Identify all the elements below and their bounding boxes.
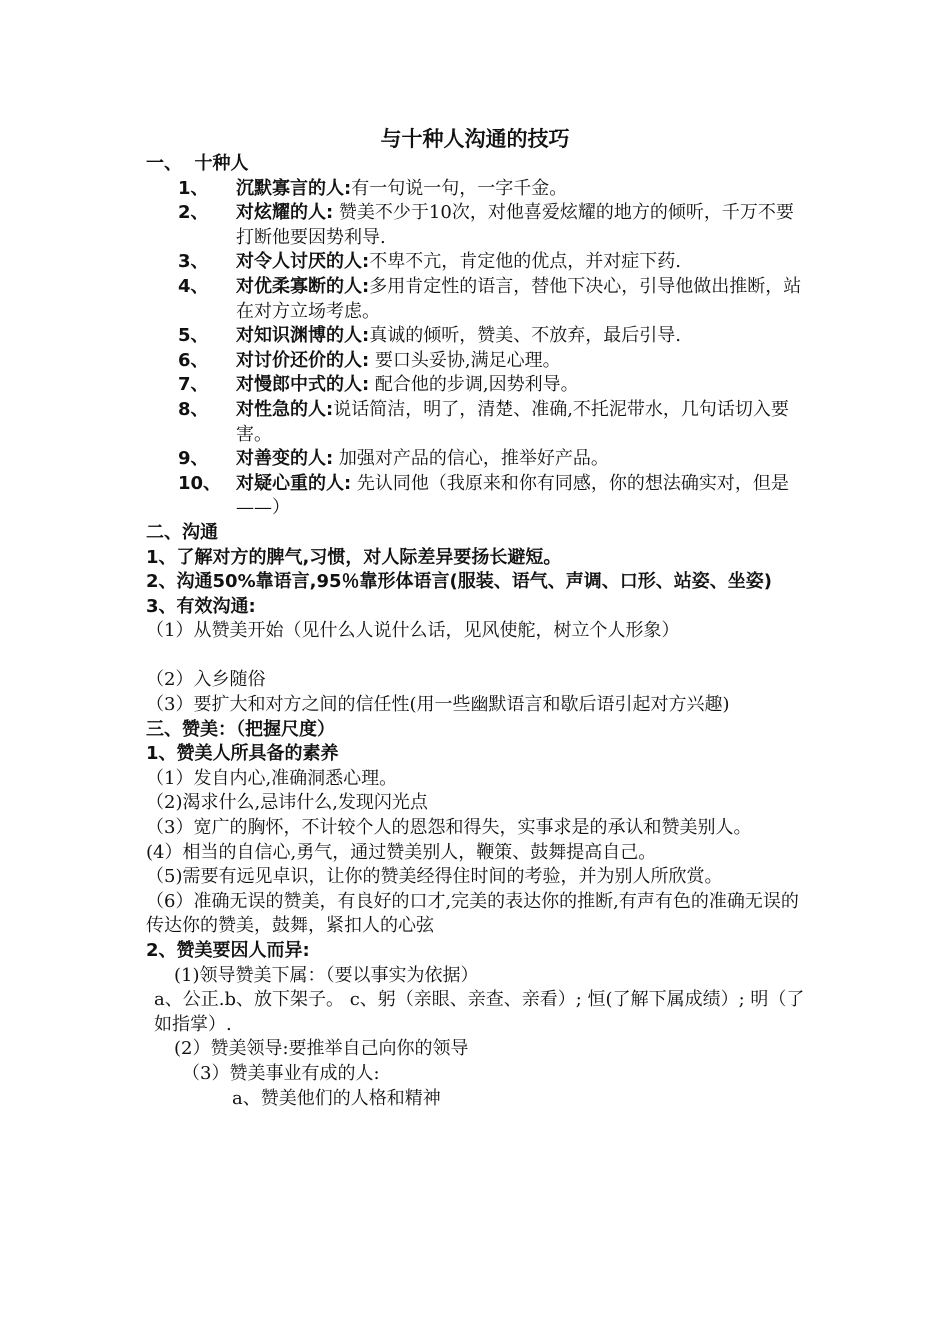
list-item [146, 201, 810, 250]
list-item [146, 250, 810, 275]
qualities-6: （6）准确无误的赞美，有良好的口才,完美的表达你的推断,有声有色的准确无误的传达你的赞美，鼓舞，紧扣人的心弦 [146, 890, 799, 937]
effective-communication-1: （1）从赞美开始（见什么人说什么话，见风使舵，树立个人形象） [146, 620, 680, 642]
praise-subordinates-detail: a、公正.b、放下架子。 c、躬（亲眼、亲查、亲看）; 恒(了解下属成绩）; 明（了如指掌）. [154, 989, 805, 1035]
document-body [146, 152, 810, 1111]
list-item [146, 324, 810, 349]
list-item-label: 对知识渊博的人: [236, 325, 370, 347]
list-item-label: 对性急的人: [236, 398, 334, 420]
list-item-number: 6、 [178, 349, 209, 371]
list-item [146, 275, 810, 324]
list-item-number: 9、 [178, 448, 209, 470]
list-item-label: 对讨价还价的人: [236, 349, 370, 371]
list-item-text: 真诚的倾听，赞美、不放弃，最后引导. [369, 325, 681, 347]
list-item-label: 对炫耀的人: [236, 202, 334, 224]
section-2-heading: 二、沟通 [146, 521, 218, 543]
list-item-number: 10、 [178, 472, 222, 494]
list-item-number: 8、 [178, 398, 209, 420]
list-item-number: 5、 [178, 325, 209, 347]
section-2-point-3: 3、有效沟通: [146, 595, 256, 617]
section-3-subheading-1: 1、赞美人所具备的素养 [146, 743, 339, 765]
list-item [146, 177, 810, 202]
blank-line [146, 644, 810, 669]
list-item-label: 对优柔寡断的人: [236, 275, 370, 297]
list-item-number: 7、 [178, 374, 209, 396]
list-item-text: 说话简洁，明了，清楚、准确,不托泥带水，几句话切入要害。 [236, 398, 789, 445]
list-item-text: 有一句说一句，一字千金。 [351, 177, 568, 199]
list-item [146, 398, 810, 447]
section-2-point-1: 1、了解对方的脾气,习惯，对人际差异要扬长避短。 [146, 546, 562, 568]
list-item-label: 对慢郎中式的人: [236, 374, 370, 396]
list-item-text: 加强对产品的信心，推举好产品。 [333, 448, 609, 470]
section-1-heading: 一、 十种人 [146, 153, 249, 174]
effective-communication-2: （2）入乡随俗 [146, 669, 266, 691]
praise-successful-detail: a、赞美他们的人格和精神 [232, 1087, 441, 1109]
list-item-text: 赞美不少于10次，对他喜爱炫耀的地方的倾听，千万不要打断他要因势利导. [236, 202, 794, 248]
praise-successful: （3）赞美事业有成的人: [182, 1062, 380, 1084]
effective-communication-3: （3）要扩大和对方之间的信任性(用一些幽默语言和歇后语引起对方兴趣) [146, 694, 730, 716]
list-item [146, 373, 810, 398]
qualities-4: (4）相当的自信心,勇气，通过赞美别人，鞭策、鼓舞提高自己。 [146, 841, 657, 863]
section-3-heading: 三、赞美：（把握尺度） [146, 718, 335, 740]
list-item-text: 不卑不亢，肯定他的优点，并对症下药. [369, 251, 681, 273]
qualities-5: （5)需要有远见卓识，让你的赞美经得住时间的考验，并为别人所欣赏。 [146, 866, 723, 888]
qualities-3: （3）宽广的胸怀，不计较个人的恩怨和得失，实事求是的承认和赞美别人。 [146, 817, 752, 839]
list-item-number: 3、 [178, 251, 209, 273]
list-item-number: 1、 [178, 177, 209, 199]
list-item-label: 对令人讨厌的人: [236, 251, 370, 273]
qualities-1: （1）发自内心,准确洞悉心理。 [146, 767, 398, 789]
document-title: 与十种人沟通的技巧 [380, 127, 570, 151]
list-item-number: 4、 [178, 275, 209, 297]
list-item-label: 沉默寡言的人: [236, 177, 352, 199]
list-item [146, 349, 810, 374]
list-item-number: 2、 [178, 202, 209, 224]
list-item-text: 先认同他（我原来和你有同感，你的想法确实对，但是——） [236, 472, 789, 519]
praise-subordinates: (1)领导赞美下属：（要以事实为依据） [174, 964, 479, 986]
list-item [146, 447, 810, 472]
list-item-label: 对善变的人: [236, 448, 334, 470]
list-item-label: 对疑心重的人: [236, 472, 352, 494]
list-item-text: 配合他的步调,因势利导。 [369, 374, 579, 396]
list-item-text: 多用肯定性的语言，替他下决心，引导他做出推断，站在对方立场考虑。 [236, 275, 802, 322]
praise-leaders: (2）赞美领导:要推举自己向你的领导 [174, 1038, 469, 1060]
list-item-text: 要口头妥协,满足心理。 [369, 349, 561, 371]
qualities-2: （2)渴求什么,忌讳什么,发现闪光点 [146, 792, 428, 814]
section-2-point-2: 2、沟通50%靠语言,95％靠形体语言(服装、语气、声调、口形、站姿、坐姿) [146, 571, 772, 593]
list-item [146, 472, 810, 521]
section-3-subheading-2: 2、赞美要因人而异: [146, 940, 310, 961]
